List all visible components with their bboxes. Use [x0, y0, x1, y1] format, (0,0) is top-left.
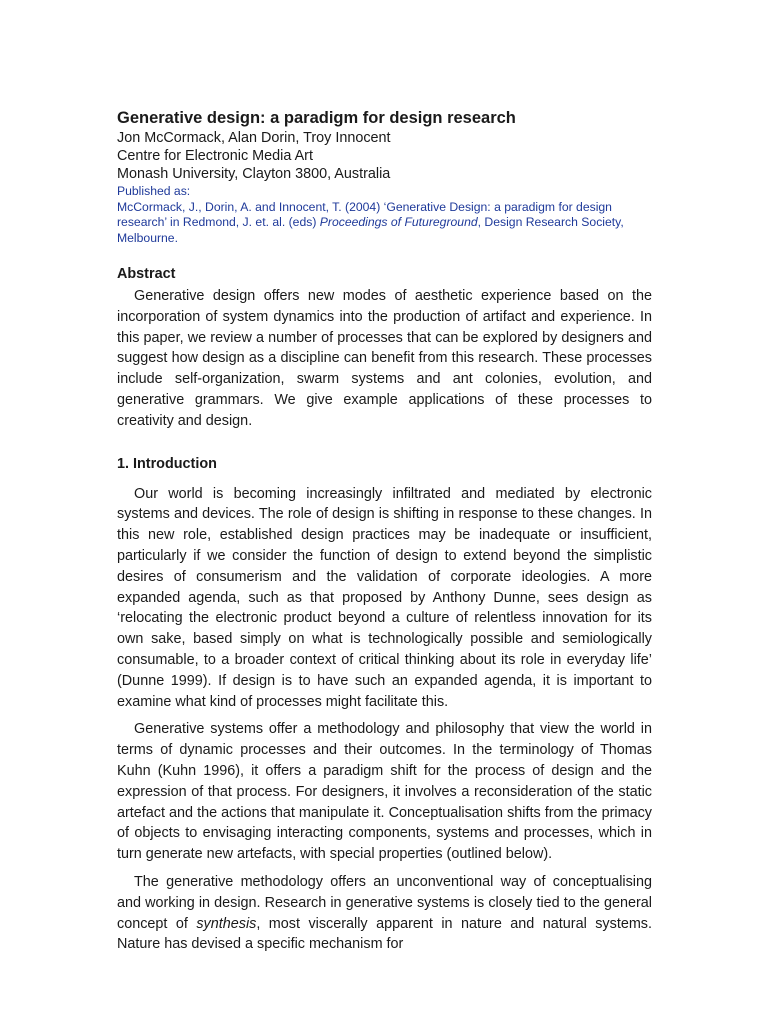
intro-paragraph-3-text: The generative methodology offers an unconventional way of conceptualising and working in design. Research in generative systems is closely tied to the general concept of	[117, 873, 652, 932]
introduction-heading: 1. Introduction	[117, 455, 217, 472]
publication-note	[117, 184, 652, 246]
document-page	[117, 108, 652, 962]
citation-proceedings-title: Proceedings of Futureground	[319, 215, 478, 229]
synthesis-term: synthesis	[196, 915, 257, 932]
citation-text-end: , Design Research Society, Melbourne.	[117, 215, 624, 245]
intro-paragraph-3	[117, 872, 652, 955]
author-list: Jon McCormack, Alan Dorin, Troy Innocent	[117, 130, 391, 146]
published-label: Published as:	[117, 184, 191, 198]
abstract-heading: Abstract	[117, 266, 176, 282]
affiliation-university: Monash University, Clayton 3800, Australia	[117, 166, 391, 182]
paper-title: Generative design: a paradigm for design research	[117, 109, 516, 127]
abstract-paragraph: Generative design offers new modes of aesthetic experience based on the incorporation of system dynamics into the production of artifact and experience. In this paper, we review a number of processes that can be explored by designers and suggest how design as a discipline can benefit from this research. These processes include self-organization, swarm systems and ant colonies, evolution, and generative grammars. We give example applications of these processes to creativity and design.	[117, 288, 652, 429]
citation-text: McCormack, J., Dorin, A. and Innocent, T. (2004) ‘Generative Design: a paradigm for design research’ in Redmond, J. et. al. (eds)	[117, 199, 612, 229]
intro-paragraph-1: Our world is becoming increasingly infiltrated and mediated by electronic systems and devices. The role of design is shifting in response to these changes. In this new role, established design practices may be inadequate or insufficient, particularly if we consider the function of design to extend beyond the simplistic desires of consumerism and the validation of corporate ideologies. A more expanded agenda, such as that proposed by Anthony Dunne, sees design as ‘relocating the electronic product beyond a culture of relentless innovation for its own sake, based simply on what is technologically possible and semiologically consumable, to a broader context of critical thinking about its role in everyday life’ (Dunne 1999). If design is to have such an expanded agenda, it is important to examine what kind of processes might facilitate this.	[117, 485, 652, 710]
intro-paragraph-2: Generative systems offer a methodology and philosophy that view the world in terms of dynamic processes and their outcomes. In the terminology of Thomas Kuhn (Kuhn 1996), it offers a paradigm shift for the process of design and the expression of that process. For designers, it involves a reconsideration of the static artefact and the actions that manipulate it. Conceptualisation shifts from the primacy of objects to envisaging interacting components, systems and processes, which in turn generate new artefacts, with special properties (outlined below).	[117, 721, 652, 863]
intro-paragraph-3-text-end: , most viscerally apparent in nature and natural systems. Nature has devised a specific mechanism for	[117, 915, 653, 953]
affiliation-centre: Centre for Electronic Media Art	[117, 148, 313, 164]
